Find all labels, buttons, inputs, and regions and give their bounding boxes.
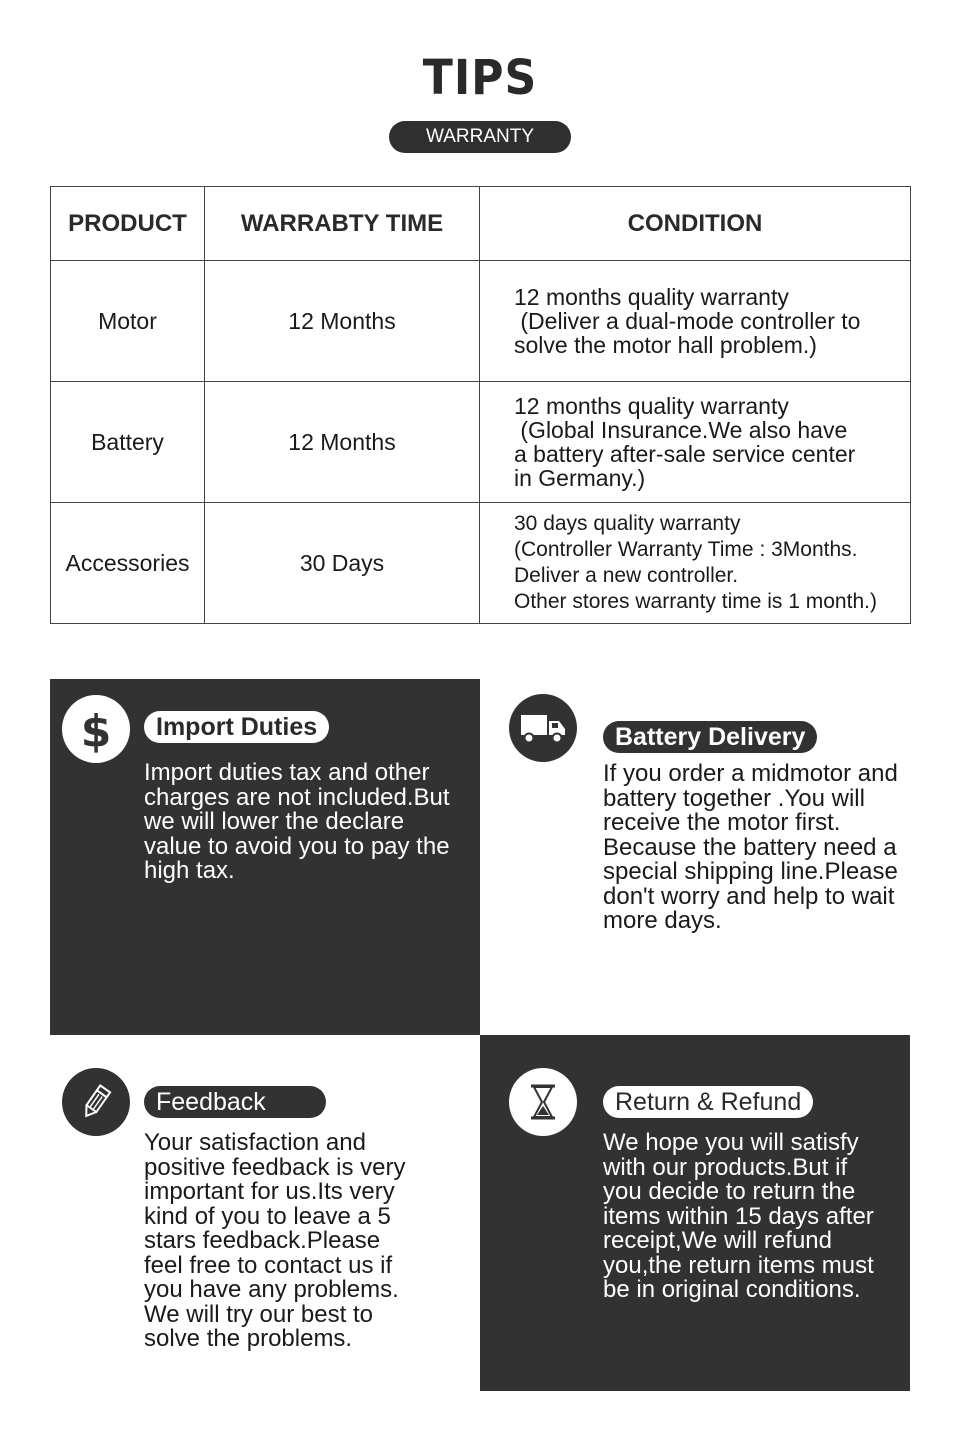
time-cell: 12 Months xyxy=(205,261,480,382)
text-line: we will lower the declare xyxy=(144,808,405,835)
dollar-icon xyxy=(62,695,130,763)
text-line: high tax. xyxy=(144,857,235,884)
battery-delivery-title: Battery Delivery xyxy=(603,721,817,753)
return-refund-title: Return & Refund xyxy=(603,1086,813,1118)
warranty-table xyxy=(50,186,911,624)
text-line: charges are not included.But xyxy=(144,783,450,811)
text-line: receive the motor first. xyxy=(603,809,841,836)
text-line: Your satisfaction and xyxy=(144,1129,366,1156)
time-cell: 30 Days xyxy=(205,503,480,624)
condition-line: Other stores warranty time is 1 month.) xyxy=(514,590,877,613)
text-line: items within 15 days after xyxy=(603,1202,874,1230)
import-duties-text xyxy=(144,761,450,884)
return-refund-text xyxy=(603,1131,874,1303)
import-duties-title: Import Duties xyxy=(144,711,329,743)
warranty-badge: WARRANTY xyxy=(389,121,571,153)
condition-line: solve the motor hall problem.) xyxy=(514,332,817,358)
svg-text:$: $ xyxy=(80,706,112,753)
product-cell: Battery xyxy=(51,382,205,503)
condition-line: 30 days quality warranty xyxy=(514,512,741,535)
product-cell: Motor xyxy=(51,261,205,382)
text-line: value to avoid you to pay the xyxy=(144,832,450,860)
text-line: you,the return items must xyxy=(603,1251,874,1279)
text-line: feel free to contact us if xyxy=(144,1251,393,1279)
text-line: be in original conditions. xyxy=(603,1276,861,1303)
condition-line: (Global Insurance.We also have xyxy=(514,417,848,443)
page-title: TIPS xyxy=(422,50,538,106)
time-cell: 12 Months xyxy=(205,382,480,503)
text-line: Because the battery need a xyxy=(603,833,897,861)
condition-line: 12 months quality warranty xyxy=(514,393,789,419)
text-line: We will try our best to xyxy=(144,1300,373,1328)
feedback-text xyxy=(144,1131,405,1352)
condition-cell xyxy=(480,382,911,503)
condition-line: a battery after-sale service center xyxy=(514,441,856,467)
text-line: don't worry and help to wait xyxy=(603,882,895,910)
text-line: stars feedback.Please xyxy=(144,1227,381,1254)
truck-icon xyxy=(509,694,577,762)
table-header-row xyxy=(51,187,911,261)
column-header: CONDITION xyxy=(480,187,911,261)
condition-line: (Controller Warranty Time : 3Months. xyxy=(514,538,858,561)
hourglass-icon xyxy=(509,1068,577,1136)
column-header: PRODUCT xyxy=(51,187,205,261)
feedback-panel xyxy=(50,1035,480,1391)
battery-delivery-text xyxy=(603,762,898,934)
text-line: with our products.But if xyxy=(603,1153,848,1181)
table-row xyxy=(51,261,911,382)
condition-line: Deliver a new controller. xyxy=(514,564,739,587)
condition-cell xyxy=(480,261,911,382)
text-line: more days. xyxy=(603,907,722,934)
condition-line: (Deliver a dual-mode controller to xyxy=(514,308,861,334)
battery-delivery-panel xyxy=(480,679,910,1035)
pencil-icon xyxy=(62,1068,130,1136)
text-line: special shipping line.Please xyxy=(603,858,898,885)
text-line: you decide to return the xyxy=(603,1178,856,1205)
product-cell: Accessories xyxy=(51,503,205,624)
text-line: you have any problems. xyxy=(144,1276,399,1303)
condition-line: 12 months quality warranty xyxy=(514,284,789,310)
table-row xyxy=(51,503,911,624)
text-line: important for us.Its very xyxy=(144,1178,395,1205)
return-refund-panel xyxy=(480,1035,910,1391)
text-line: positive feedback is very xyxy=(144,1153,406,1181)
text-line: kind of you to leave a 5 xyxy=(144,1202,391,1230)
feedback-title: Feedback xyxy=(144,1086,326,1118)
text-line: receipt,We will refund xyxy=(603,1227,832,1254)
import-duties-panel xyxy=(50,679,480,1035)
column-header: WARRABTY TIME xyxy=(205,187,480,261)
table-row xyxy=(51,382,911,503)
text-line: battery together .You will xyxy=(603,784,865,812)
text-line: If you order a midmotor and xyxy=(603,760,898,787)
text-line: Import duties tax and other xyxy=(144,759,430,786)
text-line: We hope you will satisfy xyxy=(603,1129,859,1156)
text-line: solve the problems. xyxy=(144,1325,353,1352)
condition-line: in Germany.) xyxy=(514,465,646,491)
condition-cell xyxy=(480,503,911,624)
